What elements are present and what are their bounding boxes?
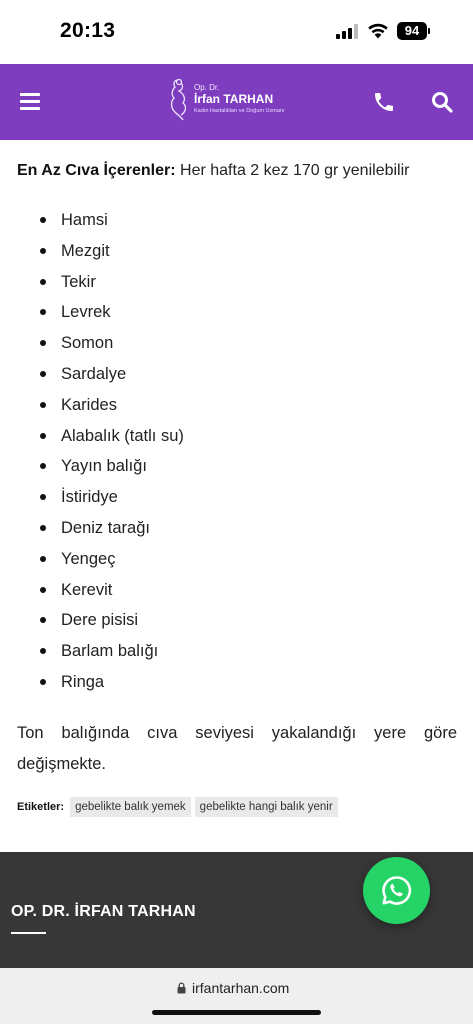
browser-url-bar[interactable] [0,968,473,1024]
whatsapp-button[interactable] [363,857,430,924]
tags-label: Etiketler: [17,801,65,813]
intro-text: Her hafta 2 kez 170 gr yenilebilir [175,162,410,179]
logo-subtitle: Kadın Hastalıkları ve Doğum Uzmanı [194,108,285,114]
site-logo[interactable] [166,77,311,129]
list-item: Yayın balığı [0,454,184,485]
hamburger-icon[interactable] [20,93,40,110]
list-item: Mezgit [0,239,184,270]
footer-title: OP. DR. İRFAN TARHAN [11,903,196,920]
url-text[interactable]: irfantarhan.com [192,980,290,996]
status-time: 20:13 [60,19,116,42]
intro-heading: En Az Cıva İçerenler: [17,162,176,179]
battery-icon [397,22,430,40]
logo-name: İrfan TARHAN [194,92,274,106]
list-item: Hamsi [0,208,184,239]
list-item: Deniz tarağı [0,516,184,547]
list-item: Levrek [0,300,184,331]
article-paragraph: Ton balığında cıva seviyesi yakalandığı yere göre değişmekte. [17,724,457,773]
list-item: Alabalık (tatlı su) [0,424,184,455]
logo-title-prefix: Op. Dr. [194,83,220,92]
footer-divider [11,932,46,934]
wifi-icon [367,22,389,39]
list-item: Barlam balığı [0,639,184,670]
tag-link[interactable]: gebelikte balık yemek [70,797,191,817]
list-item: Sardalye [0,362,184,393]
lock-icon [177,982,186,994]
list-item: Somon [0,331,184,362]
fish-list [0,208,184,701]
tag-link[interactable]: gebelikte hangi balık yenir [195,797,338,817]
list-item: Tekir [0,270,184,301]
intro-line [17,162,409,180]
list-item: Dere pisisi [0,608,184,639]
whatsapp-icon [380,874,413,907]
battery-level: 94 [397,22,427,40]
list-item: Ringa [0,670,184,701]
list-item: Kerevit [0,578,184,609]
cellular-signal-icon [336,24,358,39]
list-item: Karides [0,393,184,424]
pregnant-woman-logo-icon [166,77,192,121]
list-item: İstiridye [0,485,184,516]
site-header [0,64,473,140]
tags-row [17,796,342,818]
list-item: Yengeç [0,547,184,578]
status-bar [0,0,473,64]
phone-icon[interactable] [372,90,396,114]
home-indicator[interactable] [152,1010,321,1015]
search-icon[interactable] [430,90,454,114]
